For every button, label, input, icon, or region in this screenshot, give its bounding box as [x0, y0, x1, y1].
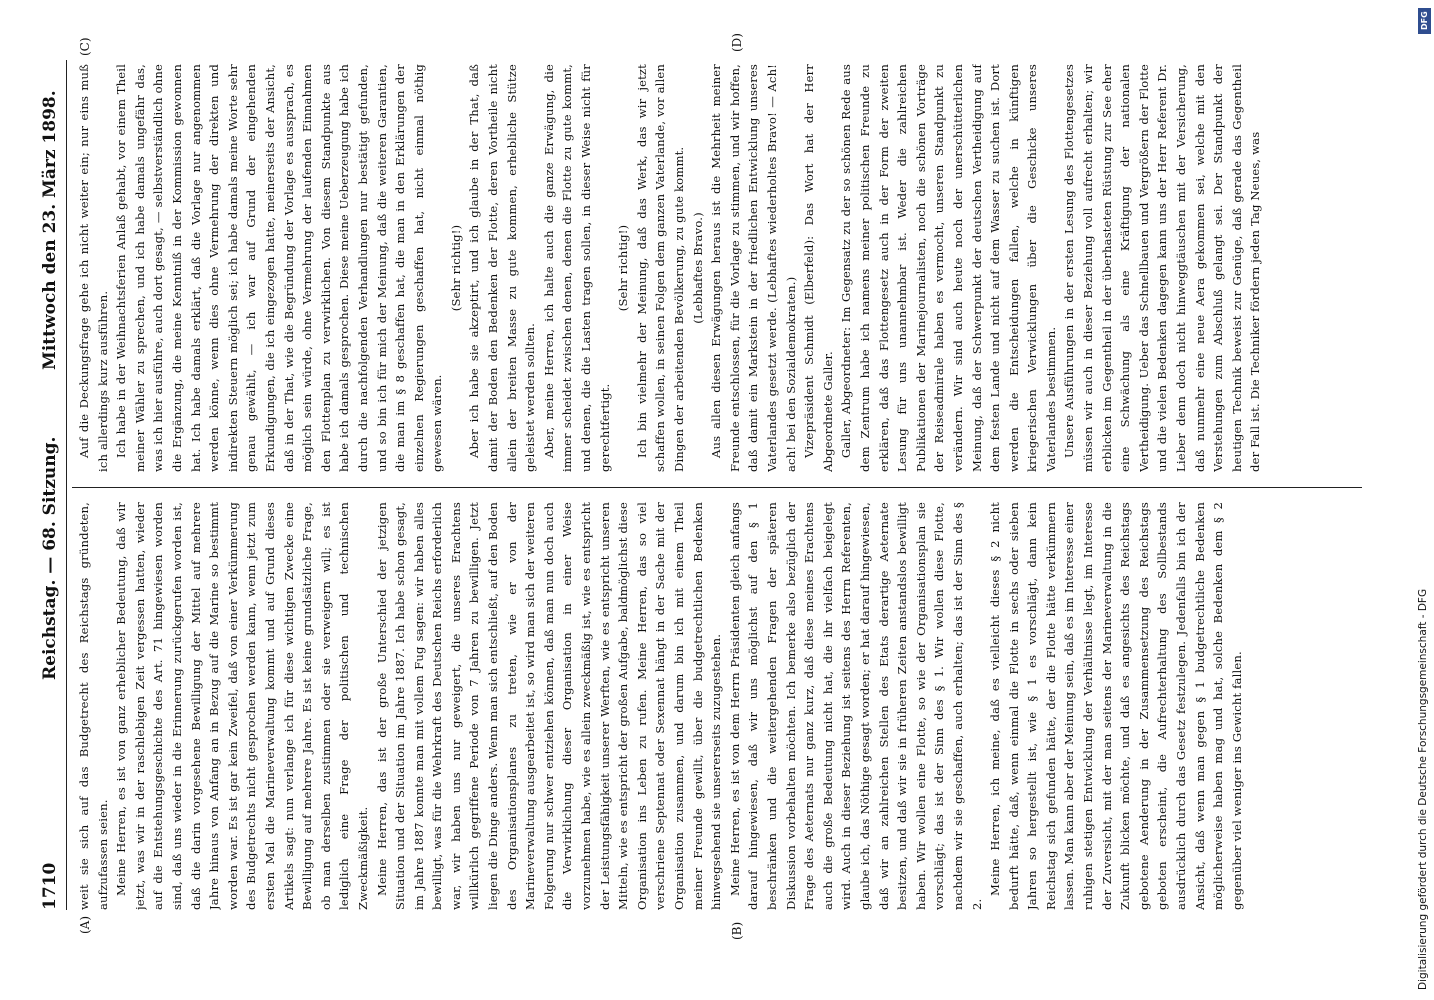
margin-marker-a: (A) [78, 915, 92, 934]
paragraph: weit sie sich auf das Budgetrecht des Reichstags gründeten, aufzufassen seien. [77, 502, 110, 910]
margin-marker-b: (B) [730, 921, 744, 940]
paragraph: Ich habe in der Weihnachtsferien Anlaß gehabt, vor einem Theil meiner Wähler zu sprechen, und ich habe damals ungefähr das, was ich hier ausführe, auch dort gesagt, — selbstverständlich ohne die Ergänzung, die meine Kenntniß in der Kommission gewonnen hat. Ich habe damals erklärt, daß die Vorlage nur angenommen werden könne, wenn dies ohne Vermehrung der direkten und indirekten Steuern möglich sei; ich habe damals meine Worte sehr genau gewählt, — ich war auf Grund der eingehenden Erkundigungen, die ich eingezogen hatte, meinerseits der Ansicht, daß in der That, wie die Begründung der Vorlage es aussprach, es möglich sein würde, ohne Vermehrung der laufenden Einnahmen den Flottenplan zu verwirklichen. Von diesem Standpunkte aus habe ich damals gesprochen. Diese meine Ueberzeugung habe ich durch die nachfolgenden Verhandlungen nur bestätigt gefunden, und so bin ich für mich der Meinung, daß die weiteren Garantien, die man im § 8 geschaffen hat, die man in den Erklärungen der einzelnen Regierungen geschaffen hat, nicht einmal nöthig gewesen wären. [114, 64, 445, 472]
header-rule [66, 60, 67, 910]
paragraph: Aus allen diesen Erwägungen heraus ist die Mehrheit meiner Freunde entschlossen, für die Vorlage zu stimmen, und wir hoffen, daß damit ein Markstein in der friedlichen Entwicklung unseres Vaterlandes gesetzt werde. (Lebhaftes wiederholtes Bravo! — Ach! ach! bei den Sozialdemokraten.) [709, 64, 798, 472]
paragraph: Meine Herren, das ist der große Unterschied der jetzigen Situation und der Situation im Jahre 1887. Ich habe schon gesagt, im Jahre 1887 konnte man mit vollem Fug sagen: wir haben alles bewilligt, was für die Wehrkraft des Deutschen Reichs erforderlich war, wir haben uns nur geweigert, die unseres Erachtens willkürlich gegriffene Periode von 7 Jahren zu bewilligen. Jetzt liegen die Dinge anders. Wenn man sich entschließt, auf den Boden des Organisationsplanes zu treten, wie er von der Marineverwaltung ausgearbeitet ist, so wird man sich der weiteren Folgerung nur schwer entziehen können, daß man nun doch auch die Verwirklichung dieser Organisation in einer Weise vorzunehmen habe, wie es allein zweckmäßig ist, wie es entspricht der Leistungsfähigkeit unserer Werften, wie es entspricht unseren Mitteln, wie es entspricht der großen Aufgabe, baldmöglichst diese Organisation ins Leben zu rufen. Meine Herren, das so viel verschriene Septennat oder Sexennat hängt in der Sache mit der Organisation zusammen, und darum bin ich mit einem Theil meiner Freunde gewillt, über die budgetrechtlichen Bedenken hinwegsehend sie unsererseits zuzugestehen. [374, 502, 724, 910]
right-column [75, 64, 1365, 472]
interjection: (Sehr richtig!) [448, 224, 463, 312]
left-running-title: Reichstag. — 68. Sitzung. [40, 436, 60, 680]
paragraph: Aber, meine Herren, ich halte auch die ganze Erwägung, die immer scheidet zwischen denen, denen die Flotte zu gute kommt, und denen, die die Lasten tragen sollen, in dieser Weise nicht für gerechtfertigt. [541, 64, 612, 472]
paragraph: Unsere Ausführungen in der ersten Lesung des Flottengesetzes müssen wir auch in dieser Beziehung voll aufrecht erhalten; wir erblicken im Gegentheil in der überhasteten Rüstung zur See eher eine Schwächung als eine Kräftigung der nationalen Vertheidigung. Ueber das Schnellbauen und Vergrößern der Flotte und die vielen Bedenken dagegen kann uns der Herr Referent Dr. Lieber denn doch nicht hinweggtäuschen mit der Versicherung, daß nunmehr eine neue Aera gekommen sei, welche mit den Verstehungen zum Abschluß gelangt sei. Der Standpunkt der heutigen Technik beweist zur Genüge, daß gerade das Gegentheil der Fall ist. Die Techniker fördern jeden Tag Neues, was [1062, 64, 1263, 472]
paragraph: Auf die Deckungsfrage gehe ich nicht weiter ein; nur eins muß ich allerdings kurz ausführen. [77, 64, 110, 472]
paragraph: Meine Herren, es ist von dem Herrn Präsidenten gleich anfangs darauf hingewiesen, daß wir uns möglichst auf den § 1 beschränken und die weitergehenden Fragen der späteren Diskussion vorbehalten möchten. Ich bemerke also bezüglich der Frage des Aeternats nur ganz kurz, daß diese meines Erachtens auch die große Bedeutung nicht hat, die ihr vielfach beigelegt wird. Auch in dieser Beziehung ist seitens des Herrn Referenten, glaube ich, das Nöthige gesagt worden; er hat darauf hingewiesen, daß wir an zahlreichen Stellen des Etats derartige Aeternate besitzen, und daß wir sie in früheren Zeiten anstandslos bewilligt haben. Wir wollen eine Flotte, so wie der Organisationsplan sie vorschlägt; das ist der Sinn des § 1. Wir wollen diese Flotte, nachdem wir sie geschaffen, auch erhalten; das ist der Sinn des § 2. [727, 502, 984, 910]
digitization-credit: Digitalisierung gefördert durch die Deutsche Forschungsgemeinschaft - DFG [1417, 588, 1429, 990]
paragraph: Aber ich habe sie akzeptirt, und ich glaube in der That, daß damit der Boden den Bedenken der Flotte, deren Vortheile nicht allein der breiten Masse zu gute kommen, erhebliche Stütze geleistet werden sollten. [467, 64, 538, 472]
column-divider [72, 487, 1362, 488]
dfg-logo-badge: DFG [1418, 8, 1431, 34]
interjection: (Sehr richtig!) [616, 224, 631, 312]
margin-marker-d: (D) [730, 33, 744, 52]
paragraph: Meine Herren, es ist von ganz erheblicher Bedeutung, daß wir jetzt, was wir in der raschlebigen Zeit vergessen hatten, wieder auf die Entstehungsgeschichte des Art. 71 hingewiesen worden sind, daß uns wieder in die Erinnerung zurückgerufen worden ist, daß die darin vorgesehene Bewilligung der Mittel auf mehrere Jahre hinaus von Anfang an in Bezug auf die Marine so bestimmt worden war. Es ist gar kein Zweifel, daß von einer Verkümmerung des Budgetrechts nicht gesprochen werden kann, wenn jetzt zum ersten Mal die Marineverwaltung kommt und auf Grund dieses Artikels sagt: nun verlange ich für diese wichtigen Zwecke eine Bewilligung auf mehrere Jahre. Es ist keine grundsätzliche Frage, ob man derselben zustimmen oder sie verweigern will; es ist lediglich eine Frage der politischen und technischen Zweckmäßigkeit. [114, 502, 370, 910]
paragraph: Vizepräsident Schmidt (Elberfeld): Das Wort hat der Herr Abgeordnete Galler. [802, 64, 835, 472]
paragraph: Galler, Abgeordneter: Im Gegensatz zu der so schönen Rede aus dem Zentrum habe ich namens meiner politischen Freunde zu erklären, daß das Flottengesetz auch in der Form der zweiten Lesung für uns unannehmbar ist. Weder die zahlreichen Publikationen der Marinejournalisten, noch die schönen Vorträge der Reiseadmirale haben es vermocht, unseren Standpunkt zu verändern. Wir sind auch heute noch der unerschütterlichen Meinung, daß der Schwerpunkt der deutschen Vertheidigung auf dem festen Lande und nicht auf dem Wasser zu suchen ist. Dort werden die Entscheidungen fallen, welche in künftigen kriegerischen Verwicklungen über die Geschicke unseres Vaterlandes bestimmen. [839, 64, 1058, 472]
margin-marker-c: (C) [78, 37, 92, 56]
paragraph: Meine Herren, ich meine, daß es vielleicht dieses § 2 nicht bedurft hätte, daß, wenn einmal die Flotte in sechs oder sieben Jahren so hergestellt ist, wie § 1 es vorschlägt, dann kein Reichstag sich gefunden hätte, der die Flotte hätte verkümmern lassen. Man kann aber der Meinung sein, daß es im Interesse einer ruhigen stetigen Entwicklung der Verhältnisse liegt, im Interesse der Zuversicht, mit der man seitens der Marineverwaltung in die Zukunft blicken möchte, und daß es angesichts des Reichstags gebotene Aenderung in der Zusammensetzung des Reichstags geboten erscheint, die Aufrechterhaltung des Sollbestands ausdrücklich durch das Gesetz festzulegen. Jedenfalls bin ich der Ansicht, daß wenn man gegen § 1 budgetrechtliche Bedenken möglicherweise haben mag und hat, solche Bedenken dem § 2 gegenüber viel weniger ins Gewicht fallen. [988, 502, 1244, 910]
interjection: (Lebhaftes Bravo.) [690, 212, 705, 324]
paragraph: Ich bin vielmehr der Meinung, daß das Werk, das wir jetzt schaffen wollen, in seinen Folgen dem ganzen Vaterlande, vor allen Dingen der arbeitenden Bevölkerung, zu gute kommt. [634, 64, 686, 472]
right-running-title: Mittwoch den 23. März 1898. [40, 90, 60, 370]
page-number: 1710 [40, 862, 60, 910]
left-column [75, 502, 1365, 910]
page-header [40, 60, 64, 910]
